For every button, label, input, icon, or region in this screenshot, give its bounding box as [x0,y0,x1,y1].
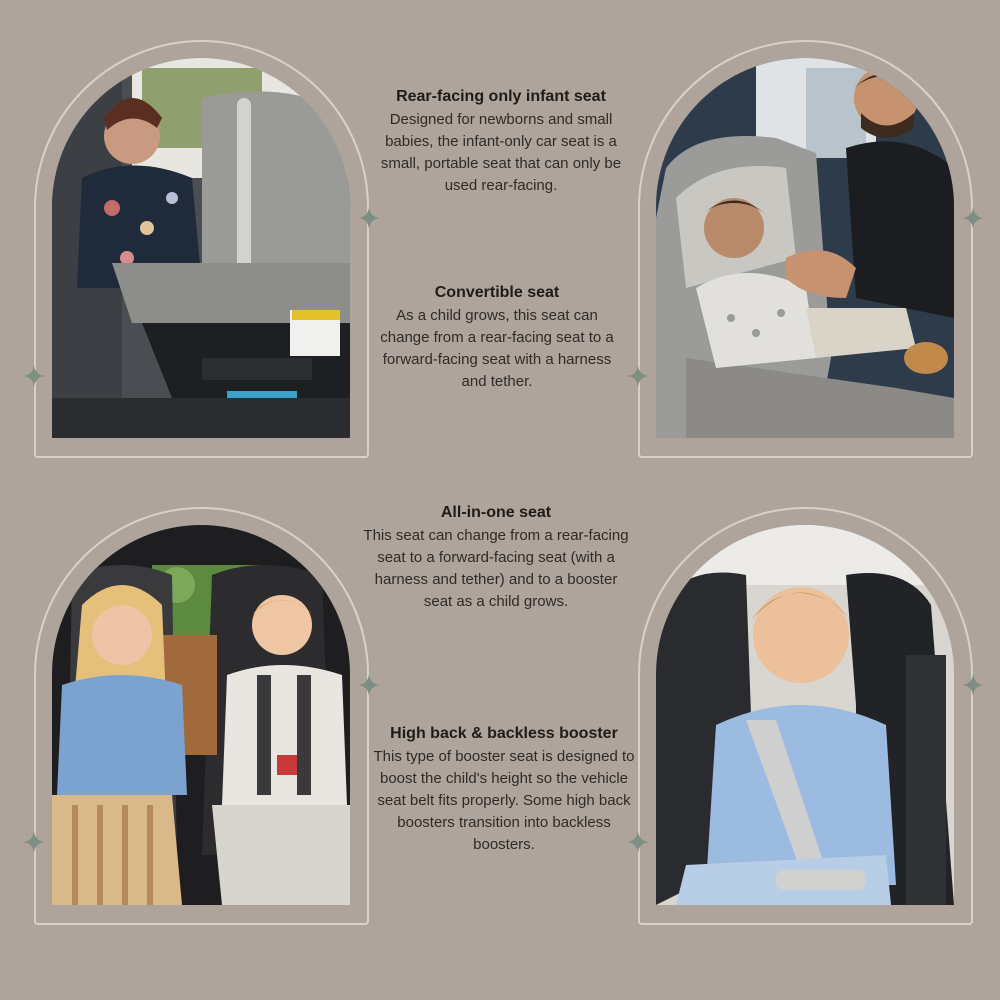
section-description: This seat can change from a rear-facing seat to a forward-facing seat (with a harness and tether) and to a booster seat as a child grows. [363,527,629,610]
sparkle-icon [962,207,984,229]
infant-seat-photo [52,58,350,438]
sparkle-icon [358,674,380,696]
section-heading: Rear-facing only infant seat [396,88,606,105]
section-infant-seat [366,87,636,197]
section-convertible-seat [362,283,632,393]
section-all-in-one-seat [361,503,631,613]
sparkle-icon [23,365,45,387]
section-description: Designed for newborns and small babies, the infant-only car seat is a small, portable seat that can only be used rear-facing. [380,111,622,194]
section-booster-seat [369,724,639,856]
section-heading: Convertible seat [434,284,560,301]
section-heading: High back & backless booster [390,725,618,742]
sparkle-icon [23,831,45,853]
section-description: As a child grows, this seat can change from a rear-facing seat to a forward-facing seat with a harness and tether. [380,307,614,390]
all-in-one-seat-photo [52,525,350,905]
sparkle-icon [358,207,380,229]
section-description: This type of booster seat is designed to boost the child's height so the vehicle seat belt fits properly. Some high back boosters transition into backless boosters. [373,748,635,853]
convertible-seat-photo [656,58,954,438]
section-heading: All-in-one seat [440,504,552,521]
sparkle-icon [962,674,984,696]
booster-seat-photo [656,525,954,905]
